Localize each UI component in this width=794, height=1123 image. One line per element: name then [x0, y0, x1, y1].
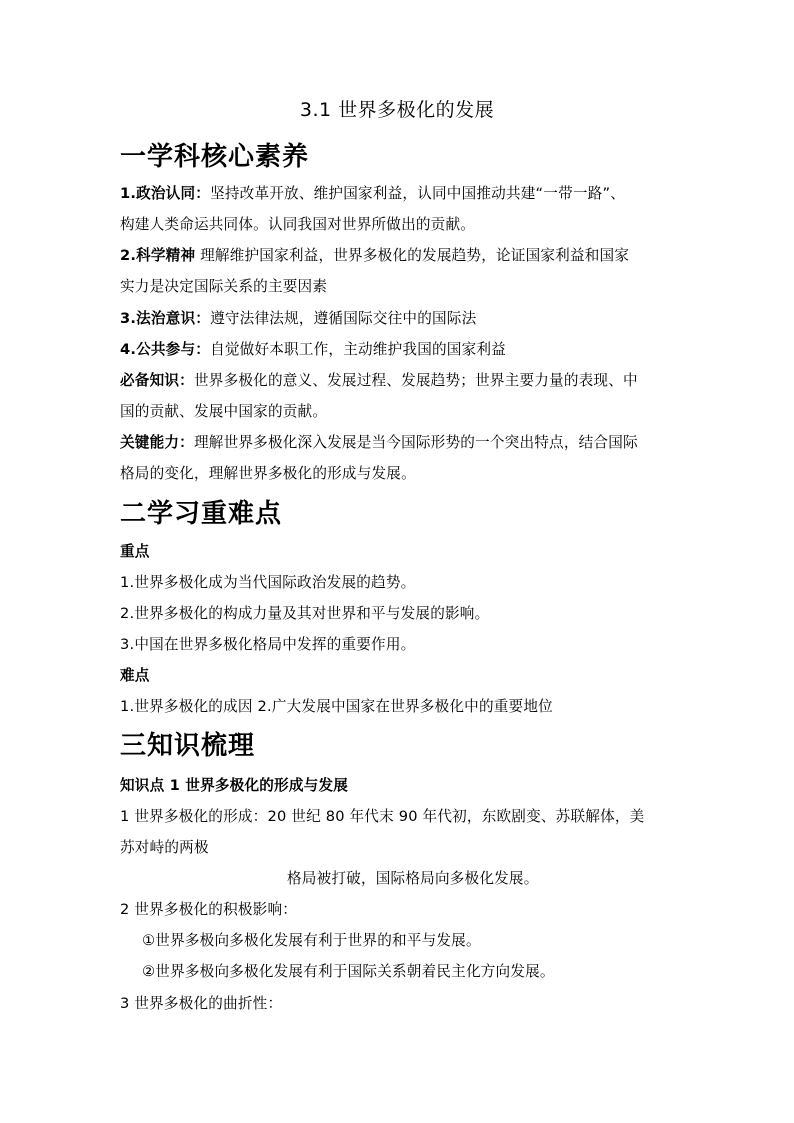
item-label: 4.公共参与： — [120, 341, 211, 358]
paragraph-line: 格局的变化，理解世界多极化的形成与发展。 — [120, 465, 416, 482]
paragraph-line: 2 世界多极化的积极影响： — [120, 901, 298, 918]
focus-item: 3.中国在世界多极化格局中发挥的重要作用。 — [120, 636, 416, 653]
item-label: 2.科学精神 — [120, 247, 196, 264]
difficult-text: 1.世界多极化的成因 2.广大发展中国家在世界多极化中的重要地位 — [120, 698, 553, 715]
paragraph-line — [120, 183, 680, 205]
list-item: ②世界多极向多极化发展有利于国际关系朝着民主化方向发展。 — [142, 963, 555, 980]
item-text: 世界多极化的意义、发展过程、发展趋势；世界主要力量的表现、中 — [193, 372, 638, 389]
item-text: 遵守法律法规，遵循国际交往中的国际法 — [210, 310, 477, 327]
paragraph-line: 3 世界多极化的曲折性： — [120, 995, 283, 1012]
item-label: 必备知识： — [120, 372, 194, 389]
paragraph-line: 1 世界多极化的形成：20 世纪 80 年代末 90 年代初，东欧剧变、苏联解体，美 — [120, 808, 645, 825]
focus-label: 重点 — [120, 543, 150, 560]
paragraph-line — [120, 339, 680, 361]
section-heading-core-literacy: 一学科核心素养 — [120, 142, 310, 172]
paragraph-line — [120, 308, 680, 330]
focus-item: 2.世界多极化的构成力量及其对世界和平与发展的影响。 — [120, 605, 490, 622]
paragraph-line — [120, 370, 680, 392]
paragraph-line: 实力是决定国际关系的主要因素 — [120, 278, 328, 295]
item-label: 3.法治意识： — [120, 310, 211, 327]
focus-item: 1.世界多极化成为当代国际政治发展的趋势。 — [120, 574, 416, 591]
item-text: 理解世界多极化深入发展是当今国际形势的一个突出特点，结合国际 — [193, 434, 638, 451]
item-text: 自觉做好本职工作，主动维护我国的国家利益 — [210, 341, 506, 358]
section-heading-key-difficult: 二学习重难点 — [120, 499, 283, 529]
item-text: 理解维护国家利益，世界多极化的发展趋势，论证国家利益和国家 — [195, 247, 630, 264]
paragraph-line — [120, 245, 680, 267]
paragraph-line: 苏对峙的两极 — [120, 839, 209, 856]
paragraph-line: 格局被打破，国际格局向多极化发展。 — [287, 870, 539, 887]
paragraph-line — [120, 432, 680, 454]
page-title: 3.1 世界多极化的发展 — [299, 99, 495, 121]
list-item: ①世界多极向多极化发展有利于世界的和平与发展。 — [142, 932, 481, 949]
paragraph-line: 国的贡献、发展中国家的贡献。 — [120, 403, 328, 420]
item-text: 坚持改革开放、维护国家利益，认同中国推动共建“一带一路”、 — [210, 185, 626, 202]
difficult-label: 难点 — [120, 667, 150, 684]
paragraph-line: 构建人类命运共同体。认同我国对世界所做出的贡献。 — [120, 216, 476, 233]
section-heading-knowledge: 三知识梳理 — [120, 731, 256, 761]
item-label: 1.政治认同： — [120, 185, 211, 202]
knowledge-point-title: 知识点 1 世界多极化的形成与发展 — [120, 777, 349, 794]
item-label: 关键能力： — [120, 434, 194, 451]
